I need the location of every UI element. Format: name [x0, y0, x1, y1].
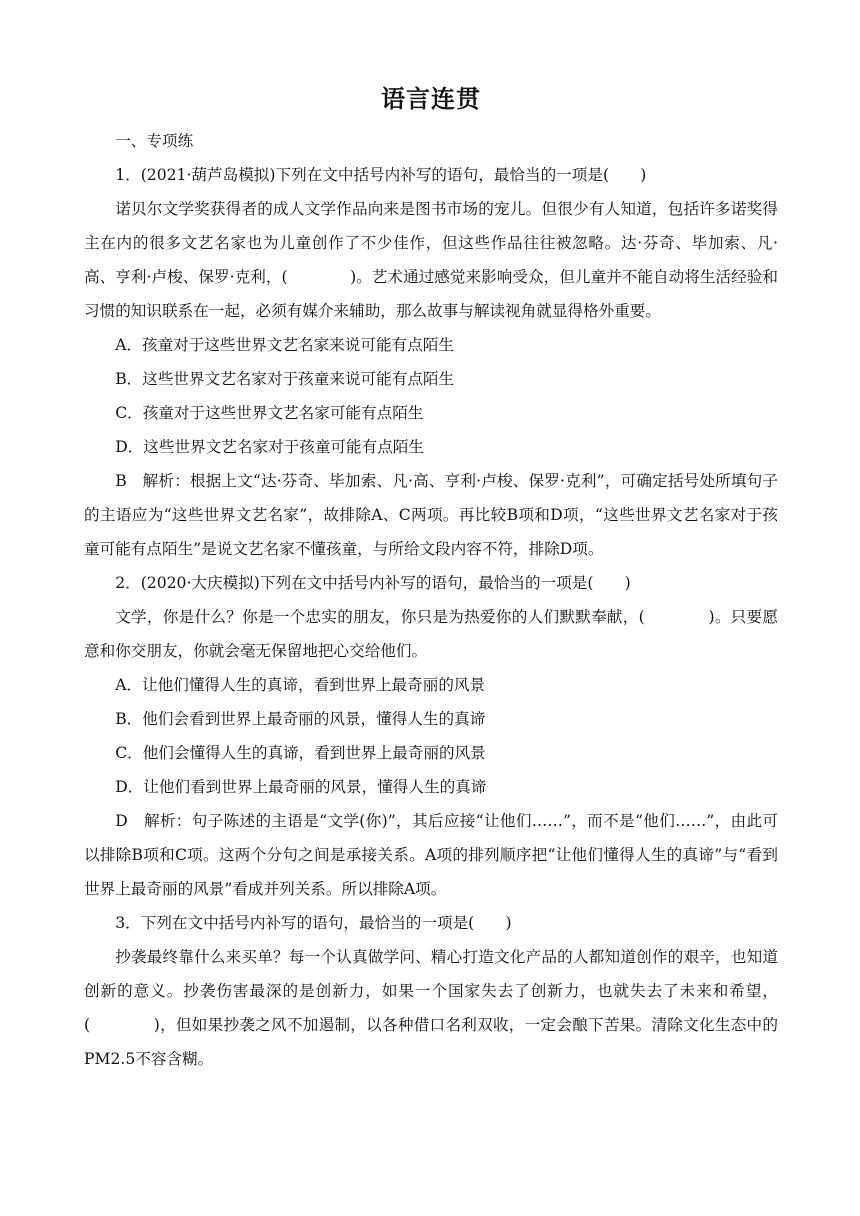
question-1-answer: B 解析：根据上文“达·芬奇、毕加索、凡·高、亨利·卢梭、保罗·克利”，可确定括号处所填句子的主语应为“这些世界文艺名家”，故排除A、C两项。再比较B项和D项，“这些世界文艺名家对于孩童可能有点陌生”是说文艺名家不懂孩童，与所给文段内容不符，排除D项。 — [84, 472, 778, 558]
question-2-answer: D 解析：句子陈述的主语是“文学(你)”，其后应接“让他们……”，而不是“他们……”，由此可以排除B项和C项。这两个分句之间是承接关系。A项的排列顺序把“让他们懂得人生的真谛”与“看到世界上最奇丽的风景”看成并列关系。所以排除A项。 — [84, 812, 778, 898]
question-1-option-a: A．孩童对于这些世界文艺名家来说可能有点陌生 — [115, 336, 454, 354]
question-2-stem: 2．(2020·大庆模拟)下列在文中括号内补写的语句，最恰当的一项是( ) — [115, 574, 631, 592]
document-title: 语言连贯 — [381, 85, 481, 113]
question-2-passage: 文学，你是什么？你是一个忠实的朋友，你只是为热爱你的人们默默奉献，( )。只要愿意和你交朋友，你就会毫无保留地把心交给他们。 — [84, 608, 778, 660]
question-3-passage: 抄袭最终靠什么来买单？每一个认真做学问、精心打造文化产品的人都知道创作的艰辛，也知道创新的意义。抄袭伤害最深的是创新力，如果一个国家失去了创新力，也就失去了未来和希望，( )，但如果抄袭之风不加遏制，以各种借口名利双收，一定会酿下苦果。清除文化生态中的PM2.5不容含糊。 — [84, 948, 778, 1068]
question-3-stem: 3．下列在文中括号内补写的语句，最恰当的一项是( ) — [115, 914, 512, 932]
section-heading: 一、专项练 — [115, 132, 194, 150]
question-2-option-c: C．他们会懂得人生的真谛，看到世界上最奇丽的风景 — [115, 744, 486, 762]
question-2-option-b: B．他们会看到世界上最奇丽的风景，懂得人生的真谛 — [115, 710, 486, 728]
question-1-stem: 1．(2021·葫芦岛模拟)下列在文中括号内补写的语句，最恰当的一项是( ) — [115, 166, 647, 184]
question-1-option-c: C．孩童对于这些世界文艺名家可能有点陌生 — [115, 404, 424, 422]
question-1-option-d: D．这些世界文艺名家对于孩童可能有点陌生 — [115, 438, 424, 456]
question-1-option-b: B．这些世界文艺名家对于孩童来说可能有点陌生 — [115, 370, 455, 388]
question-1-passage: 诺贝尔文学奖获得者的成人文学作品向来是图书市场的宠儿。但很少有人知道，包括许多诺奖得主在内的很多文艺名家也为儿童创作了不少佳作，但这些作品往往被忽略。达·芬奇、毕加索、凡·高、亨利·卢梭、保罗·克利，( )。艺术通过感觉来影响受众，但儿童并不能自动将生活经验和习惯的知识联系在一起，必须有媒介来辅助，那么故事与解读视角就显得格外重要。 — [84, 200, 778, 320]
question-2-option-a: A．让他们懂得人生的真谛，看到世界上最奇丽的风景 — [115, 676, 486, 694]
question-2-option-d: D．让他们看到世界上最奇丽的风景，懂得人生的真谛 — [115, 778, 487, 796]
